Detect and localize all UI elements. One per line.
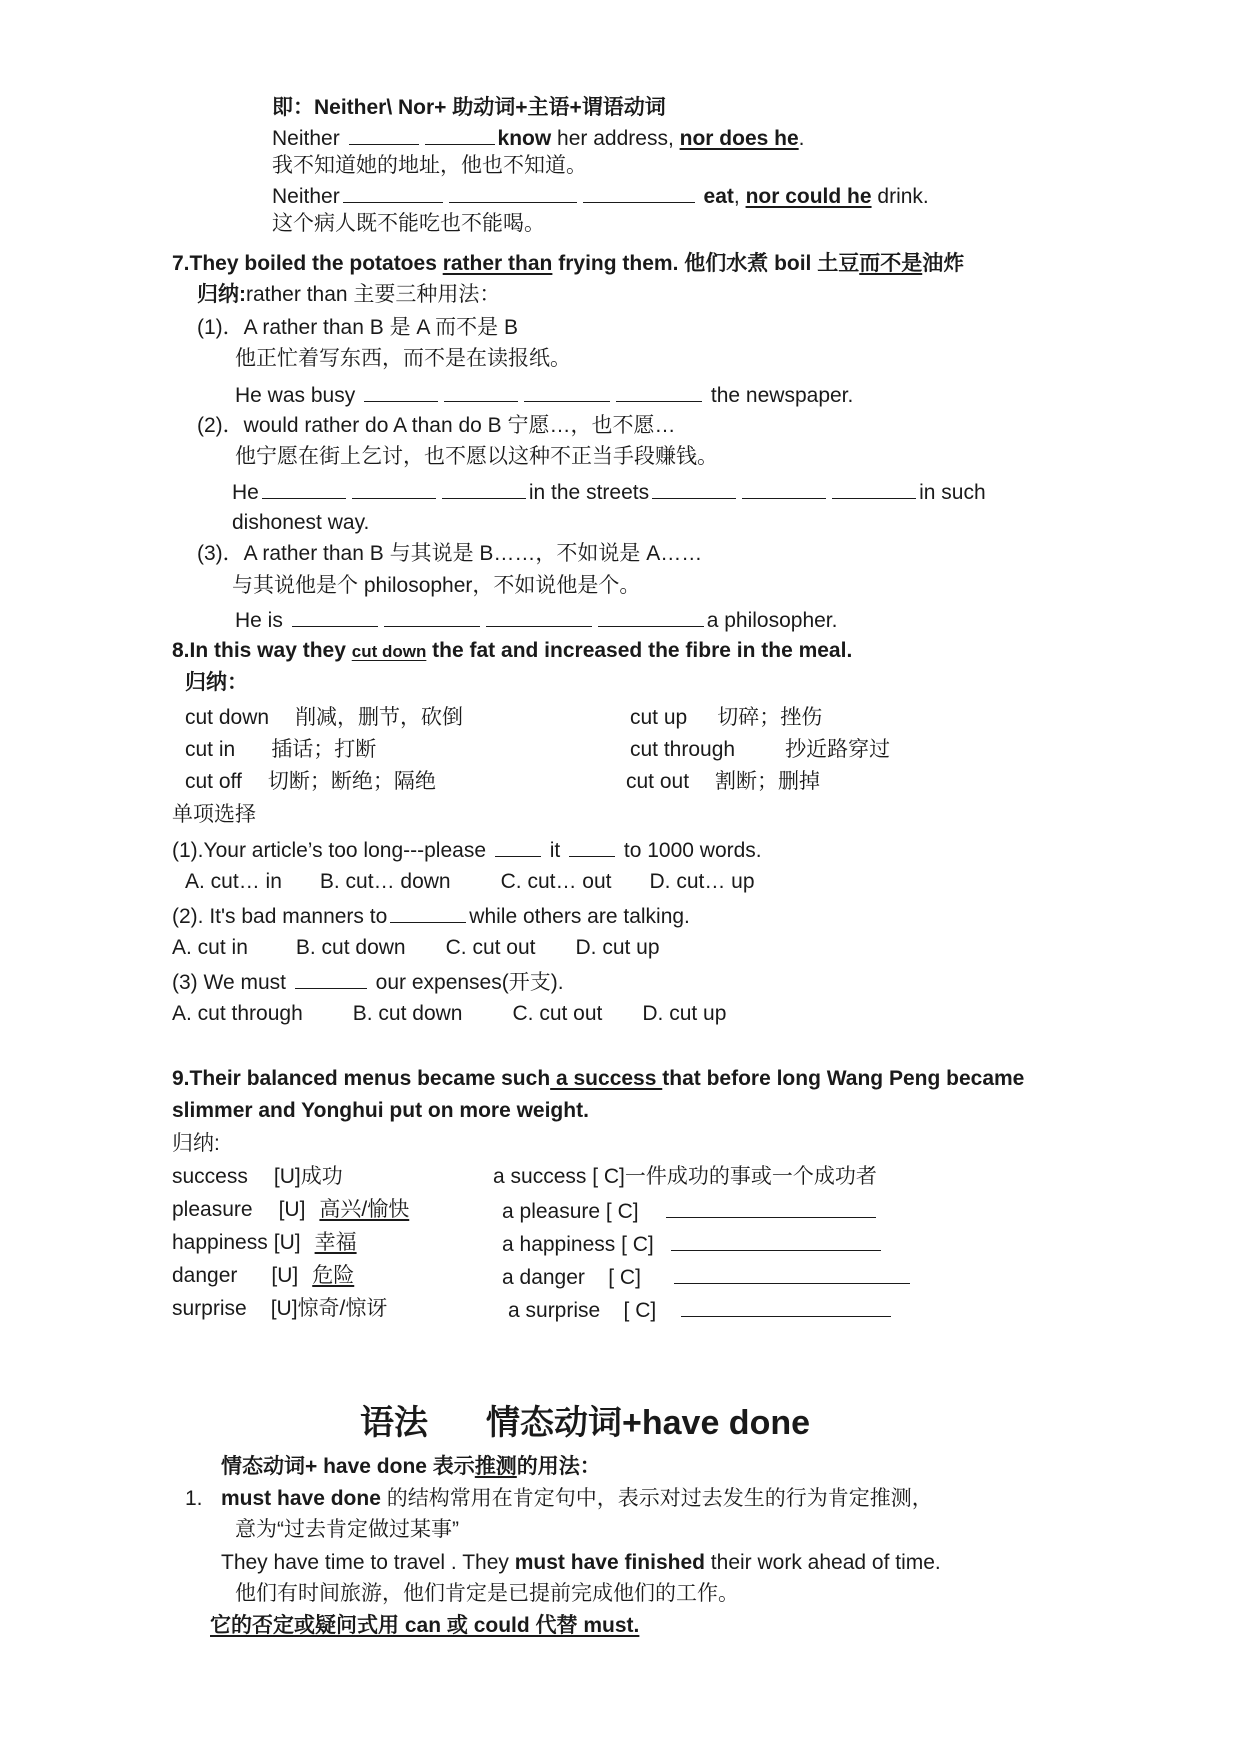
answer-blank[interactable] [742, 476, 826, 499]
question-1: (1).Your article’s too long---please it to 1000 words. [172, 834, 762, 866]
grammar-point-1-example: They have time to travel . They must have finished their work ahead of time. [221, 1551, 941, 1574]
noun-row-countable: a success [ C]一件成功的事或一个成功者 [493, 1165, 877, 1188]
answer-blank[interactable] [666, 1195, 876, 1218]
usage-2-cn: 他宁愿在街上乞讨，也不愿以这种不正当手段赚钱。 [235, 445, 718, 468]
usage-3-en: He is a philosopher. [235, 604, 837, 636]
option[interactable]: A. cut through [172, 1002, 303, 1025]
usage-2-en-cont: dishonest way. [232, 511, 370, 534]
noun-row: surprise [U]惊奇/惊讶 [172, 1297, 388, 1320]
option[interactable]: D. cut… up [649, 870, 755, 893]
answer-blank[interactable] [295, 966, 367, 989]
usage-2-title: (2)．would rather do A than do B 宁愿…，也不愿… [197, 414, 676, 437]
question-3-options [172, 999, 726, 1029]
answer-blank[interactable] [442, 476, 526, 499]
answer-blank[interactable] [616, 379, 702, 402]
phrase-cut-out: cut out 割断；删掉 [626, 770, 821, 793]
grammar-point-1-number: 1. [185, 1487, 203, 1510]
phrase-cut-through: cut through 抄近路穿过 [630, 738, 891, 761]
answer-blank[interactable] [390, 900, 466, 923]
option[interactable]: C. cut… out [500, 870, 612, 893]
answer-blank[interactable] [262, 476, 346, 499]
choice-title: 单项选择 [172, 803, 256, 826]
item7-summary: 归纳:rather than 主要三种用法： [197, 283, 501, 306]
answer-blank[interactable] [681, 1294, 891, 1317]
usage-1-title: (1)．A rather than B 是 A 而不是 B [197, 316, 518, 339]
answer-blank[interactable] [674, 1261, 910, 1284]
noun-row: success [U]成功 [172, 1165, 343, 1188]
noun-row: happiness [U] 幸福 [172, 1231, 357, 1254]
noun-row: danger [U] 危险 [172, 1264, 355, 1287]
answer-blank[interactable] [583, 180, 695, 203]
option[interactable]: D. cut up [575, 936, 660, 959]
answer-blank[interactable] [486, 604, 592, 627]
neither-formula: 即：Neither\ Nor+ 助动词+主语+谓语动词 [272, 96, 666, 119]
option[interactable]: B. cut down [295, 936, 406, 959]
phrase-cut-up: cut up 切碎；挫伤 [630, 706, 823, 729]
phrase-cut-in: cut in 插话；打断 [185, 738, 377, 761]
option[interactable]: A. cut… in [185, 870, 282, 893]
usage-1-en: He was busy the newspaper. [235, 379, 853, 411]
answer-blank[interactable] [598, 604, 704, 627]
grammar-point-1-meaning: 意为“过去肯定做过某事” [235, 1518, 459, 1541]
answer-blank[interactable] [343, 180, 443, 203]
grammar-point-1-example-cn: 他们有时间旅游，他们肯定是已提前完成他们的工作。 [235, 1582, 739, 1605]
option[interactable]: C. cut out [512, 1002, 603, 1025]
answer-blank[interactable] [832, 476, 916, 499]
answer-blank[interactable] [364, 379, 438, 402]
neither-example-2: Neither eat, nor could he drink. [272, 180, 929, 212]
noun-row-countable: a happiness [ C] [502, 1228, 884, 1260]
noun-row-countable: a danger [ C] [502, 1261, 913, 1293]
question-1-options [185, 867, 755, 897]
neither-example-2-cn: 这个病人既不能吃也不能喝。 [272, 212, 545, 235]
answer-blank[interactable] [671, 1228, 881, 1251]
item9-summary: 归纳: [172, 1132, 220, 1155]
usage-3-cn: 与其说他是个 philosopher，不如说他是个。 [232, 574, 641, 597]
question-2-options [172, 933, 660, 963]
answer-blank[interactable] [444, 379, 518, 402]
grammar-intro: 情态动词+ have done 表示推测的用法： [221, 1455, 601, 1478]
answer-blank[interactable] [652, 476, 736, 499]
answer-blank[interactable] [449, 180, 577, 203]
option[interactable]: D. cut up [642, 1002, 727, 1025]
item9-heading-cont: slimmer and Yonghui put on more weight. [172, 1099, 589, 1122]
option[interactable]: A. cut in [172, 936, 248, 959]
usage-3-title: (3)．A rather than B 与其说是 B……，不如说是 A…… [197, 542, 703, 565]
answer-blank[interactable] [569, 834, 615, 857]
answer-blank[interactable] [352, 476, 436, 499]
question-3: (3) We must our expenses(开支). [172, 966, 564, 998]
noun-row-countable: a surprise [ C] [508, 1294, 894, 1326]
option[interactable]: C. cut out [445, 936, 536, 959]
neither-example-1: Neither know her address, nor does he. [272, 122, 805, 154]
item8-heading: 8.In this way they cut down the fat and increased the fibre in the meal. [172, 639, 853, 662]
answer-blank[interactable] [495, 834, 541, 857]
answer-blank[interactable] [425, 122, 495, 145]
item8-summary: 归纳： [185, 671, 248, 694]
answer-blank[interactable] [292, 604, 378, 627]
option[interactable]: B. cut down [352, 1002, 463, 1025]
answer-blank[interactable] [349, 122, 419, 145]
grammar-point-1: must have done 的结构常用在肯定句中，表示对过去发生的行为肯定推测， [221, 1487, 933, 1510]
question-2: (2). It's bad manners to while others are talking. [172, 900, 690, 932]
phrase-cut-down: cut down 削减，删节，砍倒 [185, 706, 464, 729]
noun-row-countable: a pleasure [ C] [502, 1195, 879, 1227]
noun-row: pleasure [U] 高兴/愉快 [172, 1198, 410, 1221]
neither-example-1-cn: 我不知道她的地址，他也不知道。 [272, 154, 587, 177]
grammar-title: 语法 情态动词+have done [360, 1404, 811, 1442]
item9-heading: 9.Their balanced menus became such a success that before long Wang Peng became [172, 1067, 1025, 1090]
item7-heading: 7.They boiled the potatoes rather than frying them. 他们水煮 boil 土豆而不是油炸 [172, 252, 965, 275]
answer-blank[interactable] [524, 379, 610, 402]
answer-blank[interactable] [384, 604, 480, 627]
usage-2-en: He in the streets in such [232, 476, 986, 508]
option[interactable]: B. cut… down [319, 870, 451, 893]
phrase-cut-off: cut off 切断；断绝；隔绝 [185, 770, 436, 793]
usage-1-cn: 他正忙着写东西，而不是在读报纸。 [235, 347, 571, 370]
grammar-point-1-note: 它的否定或疑问式用 can 或 could 代替 must. [210, 1614, 640, 1637]
